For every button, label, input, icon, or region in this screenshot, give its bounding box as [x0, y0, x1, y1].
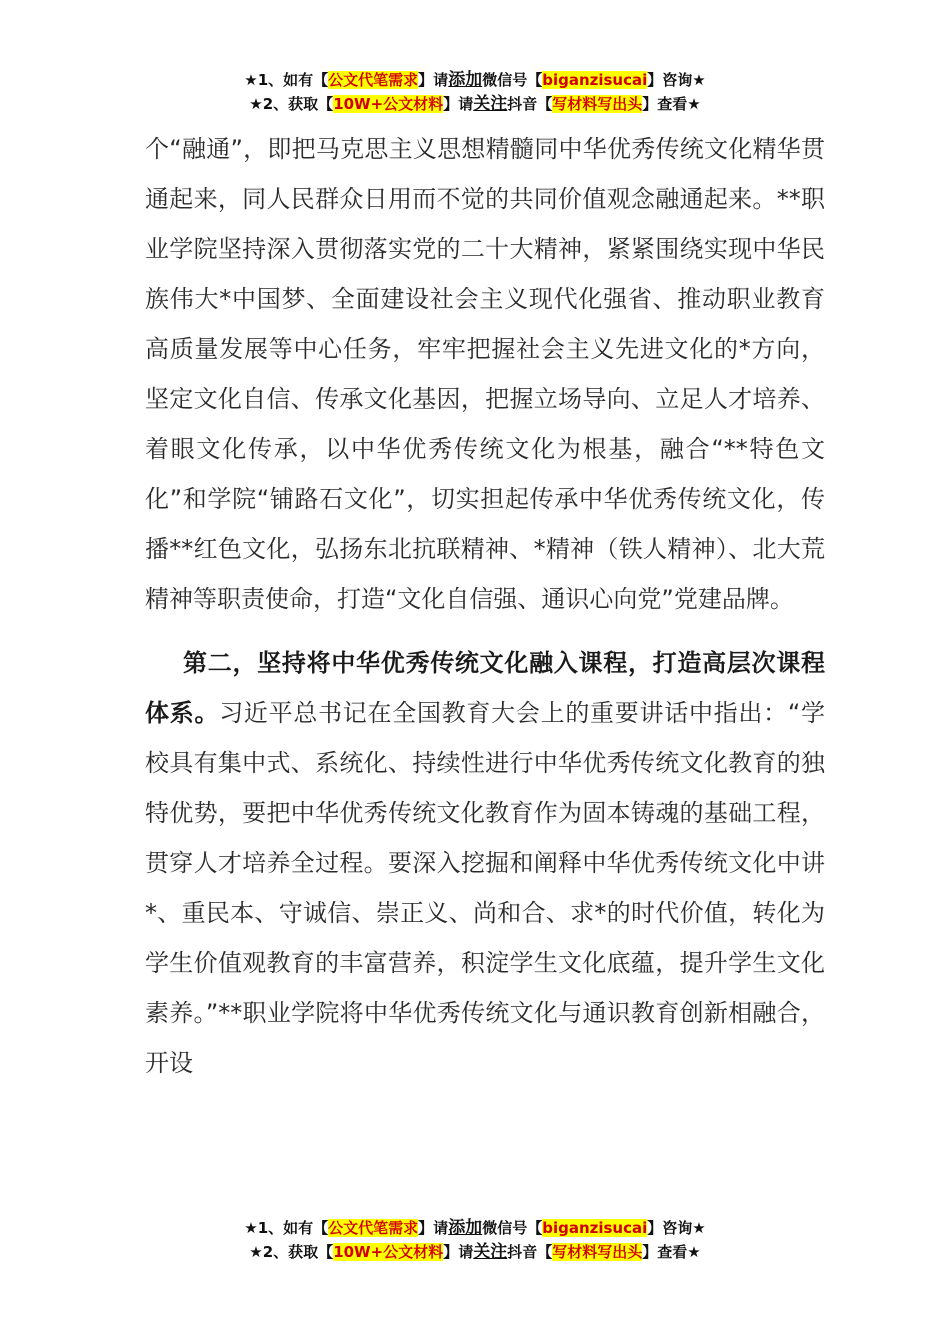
banner-text: ★1、如有【 [244, 1219, 329, 1237]
banner-douyin-id: 写材料写出头 [552, 1243, 643, 1261]
banner-highlight: 公文代笔需求 [328, 1219, 419, 1237]
banner-text: 】查看★ [642, 1243, 701, 1261]
banner-underlined: 添加 [448, 70, 483, 90]
banner-underlined: 添加 [448, 1218, 483, 1238]
banner-text: 微信号【 [482, 1219, 543, 1237]
document-body [145, 124, 825, 1088]
banner-highlight: 10W+公文材料 [333, 95, 444, 113]
paragraph-2-heading: 第二，坚持将中华优秀传统文化融入课程，打造高层次课程体系。 [145, 649, 825, 727]
banner-text: 】查看★ [642, 95, 701, 113]
banner-text: 】请 [443, 95, 474, 113]
footer-banner-line-1 [0, 1216, 950, 1240]
banner-text: ★2、获取【 [249, 95, 334, 113]
banner-text: ★2、获取【 [249, 1243, 334, 1261]
banner-text: ★1、如有【 [244, 71, 329, 89]
header-banner-line-2 [0, 92, 950, 116]
banner-text: 】咨询★ [647, 71, 706, 89]
paragraph-2 [145, 638, 825, 1088]
header-banner [0, 68, 950, 116]
banner-text: 】请 [418, 1219, 449, 1237]
banner-highlight: 公文代笔需求 [328, 71, 419, 89]
banner-underlined: 关注 [473, 94, 508, 114]
banner-douyin-id: 写材料写出头 [552, 95, 643, 113]
banner-wechat-id: biganzisucai [542, 1219, 648, 1237]
banner-text: 】咨询★ [647, 1219, 706, 1237]
footer-banner [0, 1216, 950, 1264]
banner-text: 抖音【 [507, 1243, 553, 1261]
banner-text: 抖音【 [507, 95, 553, 113]
banner-underlined: 关注 [473, 1242, 508, 1262]
paragraph-2-text: 习近平总书记在全国教育大会上的重要讲话中指出：“学校具有集中式、系统化、持续性进行中华优秀传统文化教育的独特优势，要把中华优秀传统文化教育作为固本铸魂的基础工程，贯穿人才培养全过程。要深入挖掘和阐释中华优秀传统文化中讲*、重民本、守诚信、崇正义、尚和合、求*的时代价值，转化为学生价值观教育的丰富营养，积淀学生文化底蕴，提升学生文化素养。”**职业学院将中华优秀传统文化与通识教育创新相融合，开设 [145, 699, 826, 1077]
banner-highlight: 10W+公文材料 [333, 1243, 444, 1261]
header-banner-line-1 [0, 68, 950, 92]
paragraph-1: 个“融通”，即把马克思主义思想精髓同中华优秀传统文化精华贯通起来，同人民群众日用而不觉的共同价值观念融通起来。**职业学院坚持深入贯彻落实党的二十大精神，紧紧围绕实现中华民族伟大*中国梦、全面建设社会主义现代化强省、推动职业教育高质量发展等中心任务，牢牢把握社会主义先进文化的*方向，坚定文化自信、传承文化基因，把握立场导向、立足人才培养、着眼文化传承，以中华优秀传统文化为根基，融合“**特色文化”和学院“铺路石文化”，切实担起传承中华优秀传统文化，传播**红色文化，弘扬东北抗联精神、*精神（铁人精神）、北大荒精神等职责使命，打造“文化自信强、通识心向党”党建品牌。 [145, 135, 825, 613]
banner-text: 微信号【 [482, 71, 543, 89]
banner-text: 】请 [418, 71, 449, 89]
footer-banner-line-2 [0, 1240, 950, 1264]
banner-text: 】请 [443, 1243, 474, 1261]
banner-wechat-id: biganzisucai [542, 71, 648, 89]
